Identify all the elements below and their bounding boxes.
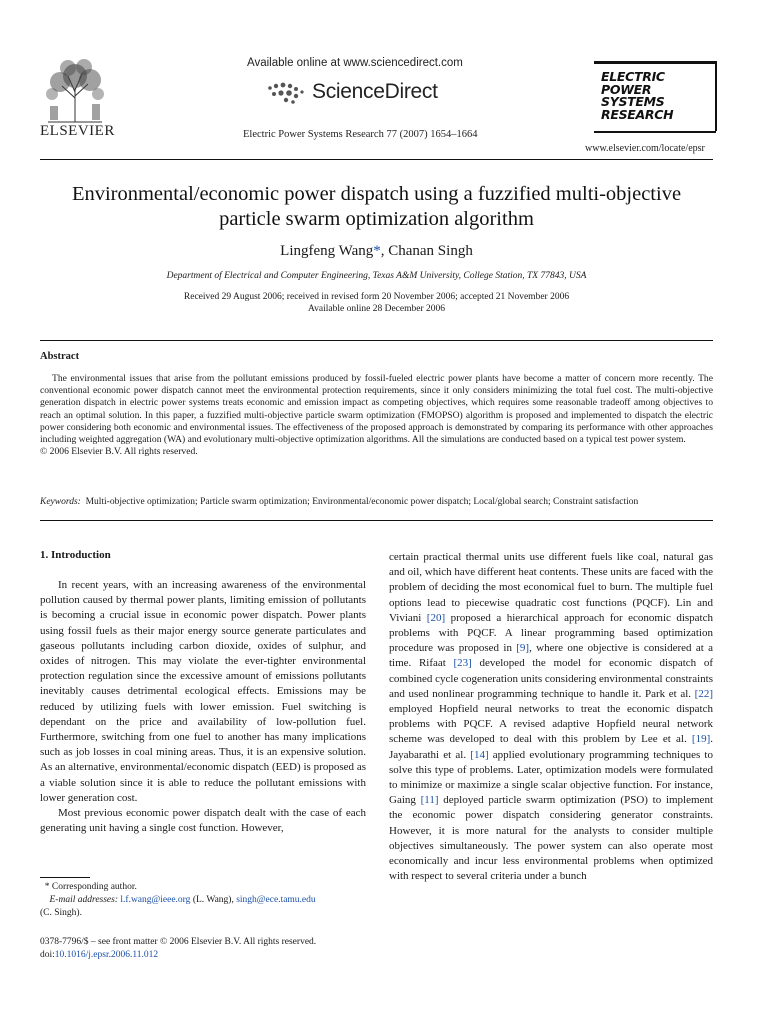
email-link[interactable]: l.f.wang@ieee.org — [120, 895, 191, 905]
journal-logo-line: ELECTRIC — [601, 69, 665, 84]
footnote-rule — [40, 877, 90, 878]
elsevier-tree-logo — [40, 58, 110, 124]
text-run: employed Hopfield neural networks to treat the economic dispatch problems with PQCF. A revised adaptive Hopfield neural network scheme was developed to deal with this problem by Lee et al. — [389, 703, 713, 746]
journal-logo-line: SYSTEMS — [601, 94, 665, 109]
journal-citation: Electric Power Systems Research 77 (2007) 1654–1664 — [243, 129, 478, 140]
author-name: Lingfeng Wang — [280, 243, 374, 259]
citation-link[interactable]: [9] — [516, 642, 530, 655]
paragraph: In recent years, with an increasing awareness of the environmental pollution caused by thermal power plants, limiting emission of pollutants is becoming a crucial issue in economic power dispatch. Power plants using fossil fuels as their major energy source generate particulates and gaseous pollutants including carbon dioxide, oxides of sulphur, and oxides of nitrogen. This may violate the ever-tighter environmental protection regulation since the excessive amount of emissions pollutants inevitably causes detrimental ecological effects. Emissions may be reduced by utilizing fuels with lower emission. Fuel switching is dependant on the price and availability of low-pollution fuel. Furthermore, switching from one fuel to another has many implications such as job losses in coal mining areas. Thus, it is an expensive solution. As an alternative, environmental/economic dispatch (EED) is proposed as a viable solution since it is able to reduce the pollutant emissions with lower generation cost. — [40, 579, 366, 804]
abstract-text: The environmental issues that arise from the pollutant emissions produced by fossil-fueled electric power plants have become a matter of concern more recently. The conventional economic power dispatch cannot meet the environmental protection requirements, since it only considers minimizing the total fuel cost. The multi-objective generation dispatch in electric power systems treats economic and emission impact as competing objectives, which requires some reasonable tradeoff among objectives to reach an optimal solution. In this paper, a fuzzified multi-objective particle swarm optimization (FMOPSO) algorithm is proposed and implemented to dispatch the electric power considering both economic and environmental issues. The effectiveness of the proposed approach is demonstrated by comparing its performance with other approaches including weighted aggregation (WA) and evolutionary multi-objective optimization algorithms. All the simulations are conducted based on a typical test power system. — [40, 373, 713, 446]
publisher-name: ELSEVIER — [40, 123, 115, 139]
journal-logo-line: POWER — [601, 81, 652, 97]
email-addresses — [40, 894, 366, 907]
email-label: E-mail addresses: — [49, 895, 119, 905]
received-dates: Received 29 August 2006; received in revised form 20 November 2006; accepted 21 November 2006 — [183, 292, 570, 302]
paragraph — [389, 550, 713, 884]
text-run: certain practical thermal units use different fuels like coal, natural gas and oil, which have different heat contents. These units are faced with the problem of deciding the most economical fuel to burn. The multiple fuel options lead to piecewise quadratic cost functions (PQCF). Lin and Viviani — [389, 551, 713, 624]
author-separator: , — [380, 243, 389, 259]
article-title — [40, 182, 713, 232]
journal-logo-rule-side — [715, 61, 717, 131]
issn-line: 0378-7796/$ – see front matter © 2006 Elsevier B.V. All rights reserved. — [40, 937, 317, 947]
front-matter — [40, 936, 366, 962]
left-column — [40, 578, 366, 836]
citation-link[interactable]: [11] — [420, 794, 439, 807]
title-line: particle swarm optimization algorithm — [219, 208, 534, 230]
corresponding-author-mark[interactable]: * — [373, 243, 381, 259]
text-run: . Jayabarathi et al. — [389, 733, 713, 761]
journal-logo-rule-top — [594, 61, 715, 64]
journal-logo-rule-bottom — [594, 131, 716, 133]
keywords — [40, 497, 713, 507]
text-run: proposed a hierarchical approach for economic dispatch problems with PQCF. A linear programming based optimization procedure was proposed in — [389, 611, 713, 655]
journal-url[interactable]: www.elsevier.com/locate/epsr — [585, 143, 705, 154]
section-heading: 1. Introduction — [40, 549, 111, 561]
doi-line — [40, 949, 366, 962]
abstract-heading: Abstract — [40, 351, 80, 362]
article-history — [40, 291, 713, 315]
journal-logo — [601, 71, 693, 121]
right-column — [389, 550, 713, 884]
corresponding-author-note — [40, 881, 366, 894]
author-name: Chanan Singh — [388, 243, 473, 259]
text-run: developed the model for economic dispatch of combined cycle cogeneration units considering environmental constraints and used nonlinear programming technique to handle it. Park et al. — [389, 657, 713, 700]
citation-link[interactable]: [20] — [426, 611, 446, 624]
footnote-text: Corresponding author. — [49, 882, 137, 892]
header-divider — [40, 159, 713, 160]
available-online-date: Available online 28 December 2006 — [308, 304, 445, 314]
text-run: deployed particle swarm optimization (PSO) to implement the economic power dispatch considering generator constraints. However, it is more natural for the analysts to consider multiple objectives simultaneously. The power system can also operate most economically and incur less environmental problems when optimized with respect to several criteria under a bunch — [389, 794, 713, 883]
journal-logo-line: RESEARCH — [601, 106, 674, 122]
title-line: Environmental/economic power dispatch using a fuzzified multi-objective — [71, 183, 682, 205]
citation-link[interactable]: [19] — [691, 733, 711, 746]
affiliation: Department of Electrical and Computer Engineering, Texas A&M University, College Station, TX 77843, USA — [166, 271, 587, 281]
paragraph: Most previous economic power dispatch dealt with the case of each generating unit having a single cost function. However, — [40, 807, 366, 835]
abstract-copyright: © 2006 Elsevier B.V. All rights reserved. — [40, 446, 198, 458]
sciencedirect-dots-icon — [266, 80, 308, 106]
footnote — [40, 881, 366, 920]
email-owner: (C. Singh). — [40, 908, 82, 918]
abstract-divider-bottom — [40, 520, 713, 521]
keywords-label: Keywords: — [40, 497, 81, 507]
email-owner: (L. Wang), — [190, 895, 237, 905]
author-list — [40, 243, 713, 260]
doi-link[interactable]: 10.1016/j.epsr.2006.11.012 — [54, 950, 159, 960]
abstract-body — [40, 373, 713, 458]
text-run: , where one objective is considered at a time. Rifaat — [389, 642, 713, 670]
text-run: applied evolutionary programming techniques to solve this type of problems. Later, optimization models were formulated to minimize or maximize a single scalar objective function. For instance, Gaing — [389, 748, 713, 807]
available-online-text: Available online at www.sciencedirect.com — [247, 57, 463, 69]
email-link[interactable]: singh@ece.tamu.edu — [236, 895, 316, 905]
sciencedirect-wordmark: ScienceDirect — [312, 80, 438, 103]
footnote-mark: * — [44, 882, 50, 892]
citation-link[interactable]: [22] — [694, 687, 713, 700]
citation-link[interactable]: [23] — [453, 657, 472, 670]
keywords-list: Multi-objective optimization; Particle swarm optimization; Environmental/economic power dispatch; Local/global search; Constraint satisfaction — [85, 497, 639, 507]
doi-label: doi: — [40, 950, 55, 960]
abstract-divider-top — [40, 340, 713, 341]
citation-link[interactable]: [14] — [470, 748, 489, 761]
